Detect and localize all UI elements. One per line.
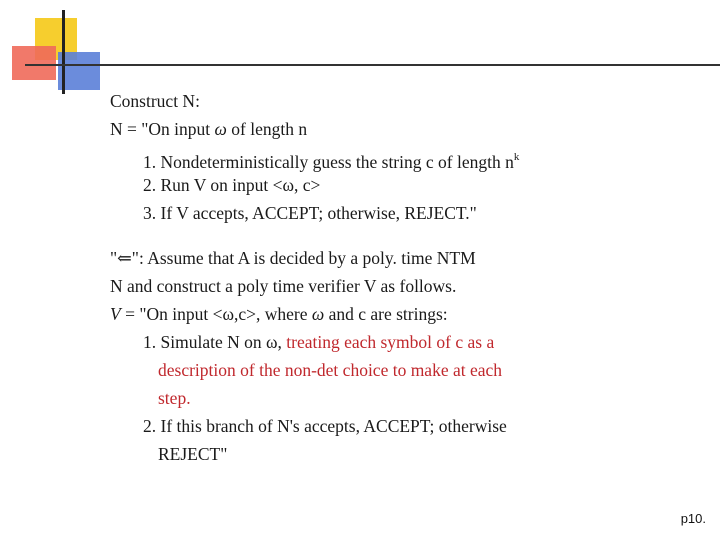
construction-block — [110, 87, 519, 227]
decor-horizontal-line — [25, 64, 720, 66]
v-step-1: 1. Simulate N on ω, treating each symbol of c as a — [143, 332, 495, 352]
reverse-direction-line: "⇐": Assume that A is decided by a poly. time NTM — [110, 248, 476, 268]
v-step-2-cont: REJECT" — [158, 444, 228, 464]
construct-verifier-line: N and construct a poly time verifier V as follows. — [110, 276, 457, 296]
step-2: 2. Run V on input <ω, c> — [143, 175, 321, 195]
v-definition: V = "On input <ω,c>, where ω and c are strings: — [110, 304, 448, 324]
v-step-2: 2. If this branch of N's accepts, ACCEPT; otherwise — [143, 416, 507, 436]
construct-heading: Construct N: — [110, 91, 200, 111]
v-step-1-cont: description of the non-det choice to make at each — [158, 360, 503, 380]
decor-red-square — [12, 46, 56, 80]
step-3: 3. If V accepts, ACCEPT; otherwise, REJECT." — [143, 203, 477, 223]
n-definition: N = "On input ω of length n — [110, 119, 308, 139]
decor-vertical-line — [62, 10, 65, 94]
v-step-1-cont2: step. — [158, 388, 191, 408]
page-number: p10. — [680, 511, 706, 526]
verifier-block — [110, 244, 507, 468]
step-1: 1. Nondeterministically guess the string c of length $n^k$ — [143, 151, 520, 172]
